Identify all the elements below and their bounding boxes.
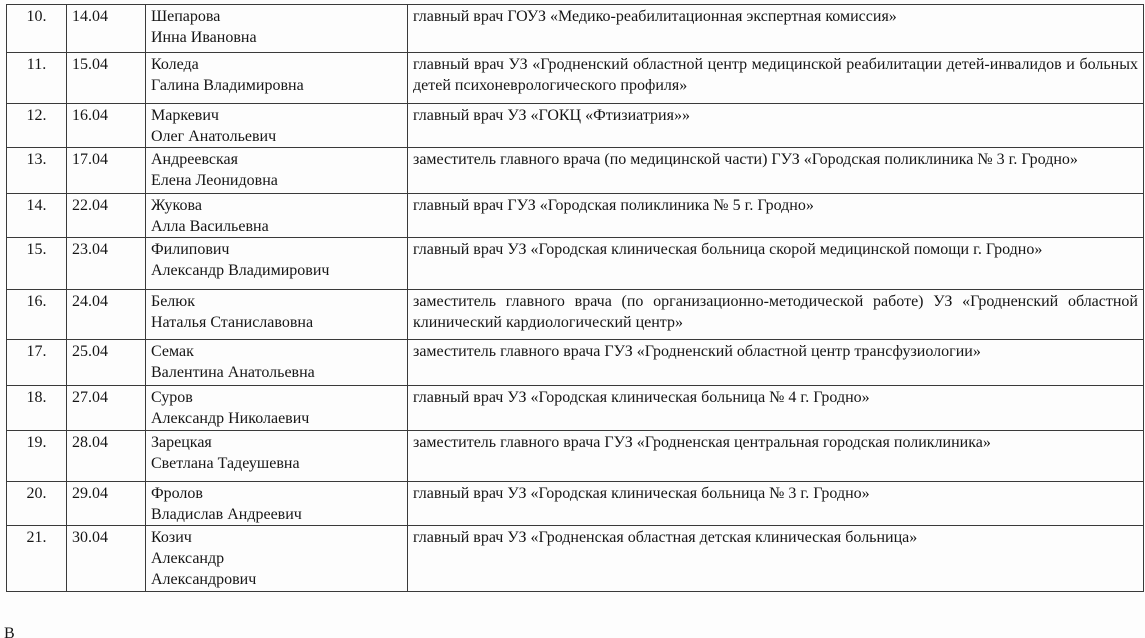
name-line: Шепарова (151, 8, 221, 25)
row-position: главный врач УЗ «Городская клиническая больница № 3 г. Гродно» (408, 482, 1144, 526)
name-line: Зарецкая (151, 434, 212, 451)
row-date: 17.04 (67, 148, 146, 194)
row-position: главный врач УЗ «Городская клиническая больница № 4 г. Гродно» (408, 386, 1144, 431)
name-line: Фролов (151, 485, 203, 502)
row-position: заместитель главного врача (по медицинской части) ГУЗ «Городская поликлиника № 3 г. Гродно» (408, 148, 1144, 194)
row-date: 24.04 (67, 290, 146, 340)
row-position: главный врач УЗ «Городская клиническая больница скорой медицинской помощи г. Гродно» (408, 238, 1144, 290)
row-number: 12. (7, 104, 67, 148)
name-line: Суров (151, 389, 193, 406)
row-number: 16. (7, 290, 67, 340)
name-line: Андреевская (151, 151, 239, 168)
row-position: главный врач УЗ «Гродненская областная детская клиническая больница» (408, 526, 1144, 592)
row-person-name (146, 53, 408, 104)
name-line: Александр (151, 550, 225, 567)
table-row (7, 526, 1144, 592)
row-person-name (146, 431, 408, 482)
row-date: 29.04 (67, 482, 146, 526)
row-person-name (146, 5, 408, 53)
name-line: Олег Анатольевич (151, 128, 277, 145)
table-row (7, 482, 1144, 526)
row-number: 15. (7, 238, 67, 290)
row-position: главный врач УЗ «Гродненский областной центр медицинской реабилитации детей-инвалидов и больных детей психоневрологического профиля» (408, 53, 1144, 104)
row-date: 16.04 (67, 104, 146, 148)
name-line: Александр Владимирович (151, 262, 330, 279)
name-line: Галина Владимировна (151, 77, 304, 94)
footer-text-fragment: В (4, 626, 15, 638)
table-row (7, 5, 1144, 53)
row-date: 23.04 (67, 238, 146, 290)
name-line: Коледа (151, 56, 199, 73)
row-date: 15.04 (67, 53, 146, 104)
row-date: 14.04 (67, 5, 146, 53)
row-date: 25.04 (67, 340, 146, 386)
reception-schedule-table (6, 4, 1144, 592)
name-line: Наталья Станиславовна (151, 314, 314, 331)
row-person-name (146, 104, 408, 148)
name-line: Александр Николаевич (151, 410, 310, 427)
table-row (7, 194, 1144, 238)
row-date: 22.04 (67, 194, 146, 238)
row-number: 21. (7, 526, 67, 592)
row-person-name (146, 290, 408, 340)
row-position: заместитель главного врача ГУЗ «Гродненский областной центр трансфузиологии» (408, 340, 1144, 386)
row-position: заместитель главного врача ГУЗ «Гродненская центральная городская поликлиника» (408, 431, 1144, 482)
name-line: Козич (151, 529, 192, 546)
row-position: главный врач ГОУЗ «Медико-реабилитационная экспертная комиссия» (408, 5, 1144, 53)
name-line: Филипович (151, 241, 230, 258)
name-line: Алла Васильевна (151, 218, 269, 235)
table-row (7, 386, 1144, 431)
row-person-name (146, 340, 408, 386)
name-line: Белюк (151, 293, 195, 310)
row-date: 27.04 (67, 386, 146, 431)
row-person-name (146, 148, 408, 194)
table-row (7, 104, 1144, 148)
name-line: Владислав Андреевич (151, 506, 302, 523)
row-number: 11. (7, 53, 67, 104)
table-row (7, 53, 1144, 104)
name-line: Жукова (151, 197, 202, 214)
row-date: 28.04 (67, 431, 146, 482)
row-position: главный врач УЗ «ГОКЦ «Фтизиатрия»» (408, 104, 1144, 148)
row-person-name (146, 526, 408, 592)
row-number: 10. (7, 5, 67, 53)
name-line: Семак (151, 343, 194, 360)
row-person-name (146, 386, 408, 431)
name-line: Валентина Анатольевна (151, 364, 315, 381)
row-number: 13. (7, 148, 67, 194)
table-row (7, 290, 1144, 340)
row-person-name (146, 482, 408, 526)
table-body (7, 5, 1144, 592)
table-row (7, 340, 1144, 386)
name-line: Маркевич (151, 107, 219, 124)
name-line: Светлана Тадеушевна (151, 455, 300, 472)
row-number: 18. (7, 386, 67, 431)
table-row (7, 238, 1144, 290)
row-number: 17. (7, 340, 67, 386)
row-date: 30.04 (67, 526, 146, 592)
row-number: 14. (7, 194, 67, 238)
table-row (7, 431, 1144, 482)
row-person-name (146, 194, 408, 238)
name-line: Инна Ивановна (151, 29, 257, 46)
table-row (7, 148, 1144, 194)
row-number: 20. (7, 482, 67, 526)
name-line: Александрович (151, 571, 257, 588)
name-line: Елена Леонидовна (151, 172, 278, 189)
row-number: 19. (7, 431, 67, 482)
row-position: заместитель главного врача (по организационно-методической работе) УЗ «Гродненский областной клинический кардиологический центр» (408, 290, 1144, 340)
row-person-name (146, 238, 408, 290)
row-position: главный врач ГУЗ «Городская поликлиника № 5 г. Гродно» (408, 194, 1144, 238)
